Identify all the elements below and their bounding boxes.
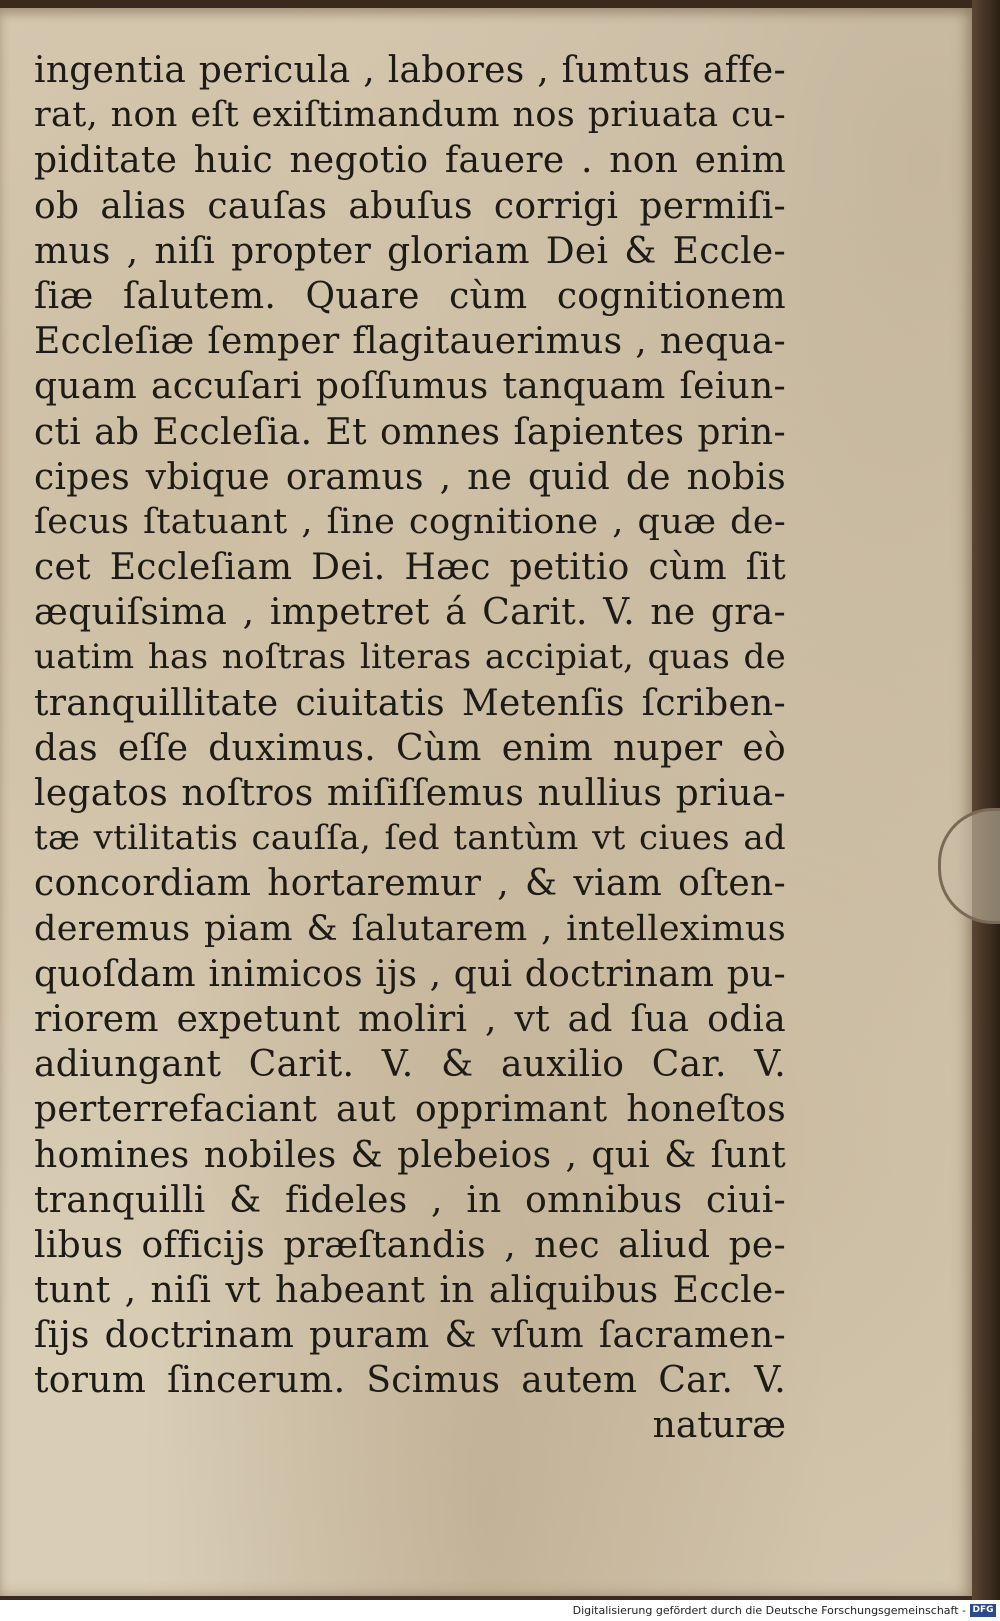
text-line: adiungant Carit. V. & auxilio Car. V. bbox=[34, 1044, 786, 1086]
text-line: das eſſe duximus. Cùm enim nuper eò bbox=[34, 727, 786, 769]
text-line: ſiæ ſalutem. Quare cùm cognitionem bbox=[34, 275, 786, 317]
catchword: naturæ bbox=[652, 1405, 786, 1446]
text-line: tunt , niſi vt habeant in aliquibus Eccle- bbox=[34, 1270, 786, 1312]
text-line: quam accuſari poſſumus tanquam ſeiun- bbox=[34, 366, 786, 408]
dfg-logo: DFG bbox=[970, 1604, 996, 1617]
text-line: ſijs doctrinam puram & vſum ſacramen- bbox=[34, 1315, 786, 1357]
text-line: cti ab Eccleſia. Et omnes ſapientes prin- bbox=[34, 411, 786, 453]
text-line: cet Eccleſiam Dei. Hæc petitio cùm ſit bbox=[34, 547, 786, 589]
text-line: cipes vbique oramus , ne quid de nobis bbox=[34, 456, 786, 498]
text-line: tranquilli & fideles , in omnibus ciui- bbox=[34, 1179, 786, 1221]
text-line: concordiam hortaremur , & viam oſten- bbox=[34, 863, 786, 905]
footer-bar bbox=[0, 1601, 1000, 1621]
text-line: ſecus ſtatuant , ſine cognitione , quæ de- bbox=[34, 501, 786, 542]
text-line: legatos noſtros miſiſſemus nullius priua- bbox=[34, 773, 786, 814]
text-line: perterrefaciant aut opprimant honeſtos bbox=[34, 1089, 786, 1131]
funding-credit: Digitalisierung gefördert durch die Deutsche Forschungsgemeinschaft - bbox=[572, 1604, 966, 1617]
text-line: ingentia pericula , labores , ſumtus affe- bbox=[34, 50, 786, 91]
text-line: deremus piam & ſalutarem , intelleximus bbox=[34, 908, 786, 949]
text-line: tæ vtilitatis cauſſa, ſed tantùm vt ciues ad bbox=[34, 818, 786, 859]
text-line: riorem expetunt moliri , vt ad ſua odia bbox=[34, 998, 786, 1040]
text-line: libus officijs præſtandis , nec aliud pe- bbox=[34, 1224, 786, 1266]
text-line: ob alias cauſas abuſus corrigi permiſi- bbox=[34, 185, 786, 227]
text-line: Eccleſiæ ſemper flagitauerimus , nequa- bbox=[34, 321, 786, 363]
text-line: piditate huic negotio fauere . non enim bbox=[34, 140, 786, 182]
paper-page bbox=[0, 8, 975, 1596]
body-text bbox=[34, 48, 786, 1404]
text-line: rat, non eſt exiſtimandum nos priuata cu- bbox=[34, 95, 786, 136]
text-line: tranquillitate ciuitatis Metenſis ſcriben- bbox=[34, 682, 786, 724]
text-line: homines nobiles & plebeios , qui & ſunt bbox=[34, 1134, 786, 1176]
text-line: uatim has noſtras literas accipiat, quas de bbox=[34, 637, 786, 678]
text-line: mus , niſi propter gloriam Dei & Eccle- bbox=[34, 230, 786, 272]
book-edge bbox=[972, 0, 1000, 1600]
text-line: æquiſsima , impetret á Carit. V. ne gra- bbox=[34, 592, 786, 634]
text-line: torum ſincerum. Scimus autem Car. V. bbox=[34, 1360, 786, 1402]
text-line: quoſdam inimicos ijs , qui doctrinam pu- bbox=[34, 953, 786, 995]
